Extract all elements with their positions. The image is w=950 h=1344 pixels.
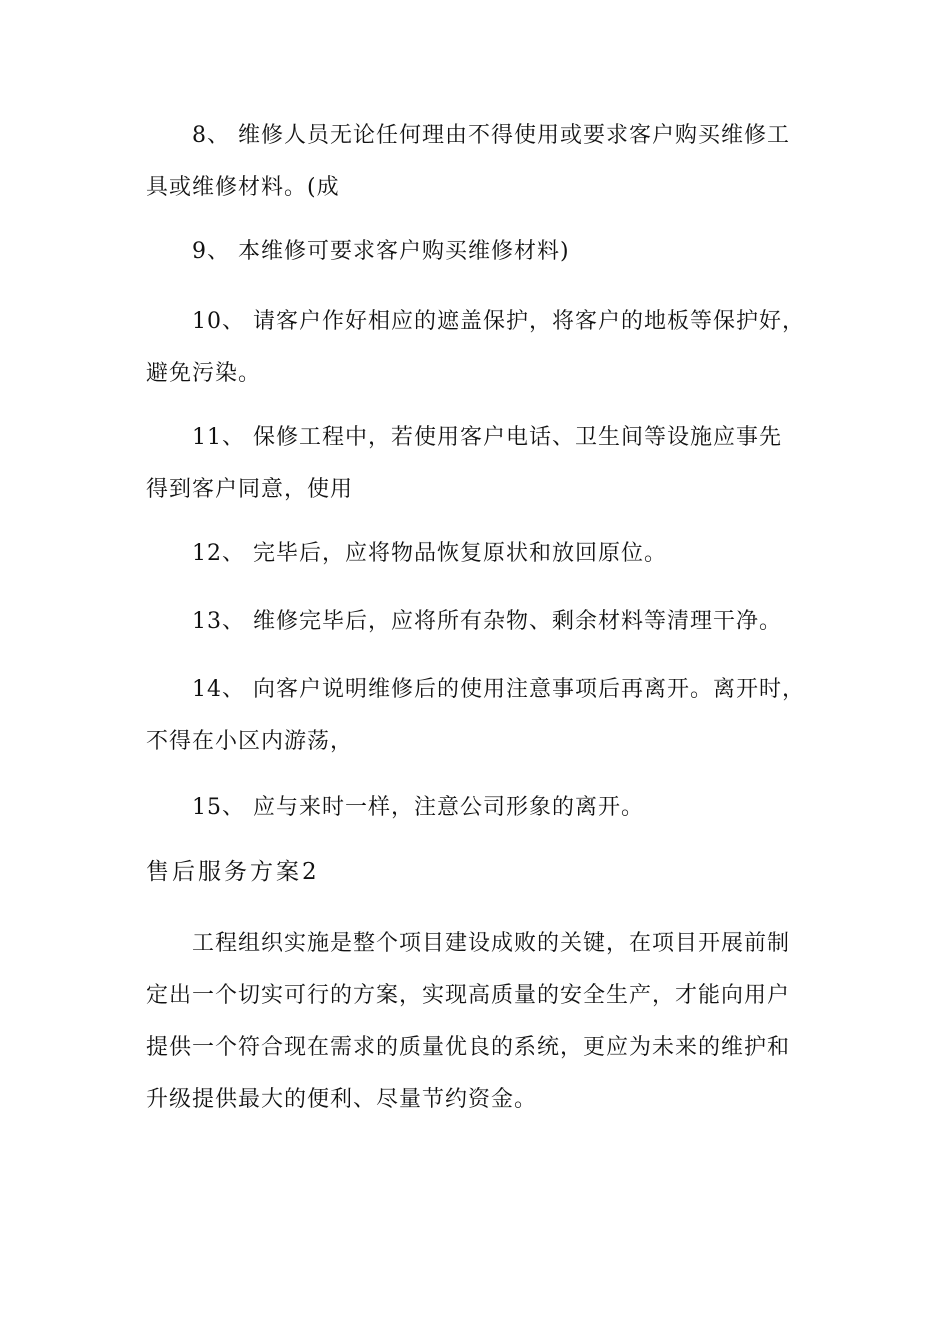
text-line: 13、 维修完毕后，应将所有杂物、剩余材料等清理干净。 [192, 609, 782, 634]
list-item-14 [146, 664, 810, 768]
text-line: 工程组织实施是整个项目建设成败的关键，在项目开展前制 [192, 931, 791, 956]
text-line: 避免污染。 [146, 361, 262, 386]
list-item-15 [146, 782, 810, 834]
text-line: 11、 保修工程中，若使用客户电话、卫生间等设施应事先 [192, 425, 782, 450]
list-item-8 [146, 110, 810, 214]
text-line: 不得在小区内游荡， [146, 729, 354, 754]
text-line: 定出一个切实可行的方案，实现高质量的安全生产，才能向用户 [146, 983, 791, 1008]
list-item-10 [146, 296, 810, 400]
text-line: 升级提供最大的便利、尽量节约资金。 [146, 1087, 538, 1112]
text-line: 提供一个符合现在需求的质量优良的系统，更应为未来的维护和 [146, 1035, 791, 1060]
list-item-12 [146, 528, 810, 580]
text-line: 15、 应与来时一样，注意公司形象的离开。 [192, 795, 644, 820]
text-line: 得到客户同意，使用 [146, 477, 354, 502]
text-line: 12、 完毕后，应将物品恢复原状和放回原位。 [192, 541, 667, 566]
section-body-paragraph [146, 918, 810, 1126]
list-item-13 [146, 596, 810, 648]
text-line: 具或维修材料。(成 [146, 175, 340, 200]
text-line: 10、 请客户作好相应的遮盖保护，将客户的地板等保护好， [192, 309, 805, 334]
list-item-9 [146, 226, 810, 278]
list-item-11 [146, 412, 810, 516]
text-line: 8、 维修人员无论任何理由不得使用或要求客户购买维修工 [192, 123, 790, 148]
section-heading: 售后服务方案2 [146, 859, 320, 885]
text-line: 14、 向客户说明维修后的使用注意事项后再离开。离开时， [192, 677, 805, 702]
text-line: 9、 本维修可要求客户购买维修材料) [192, 239, 570, 264]
